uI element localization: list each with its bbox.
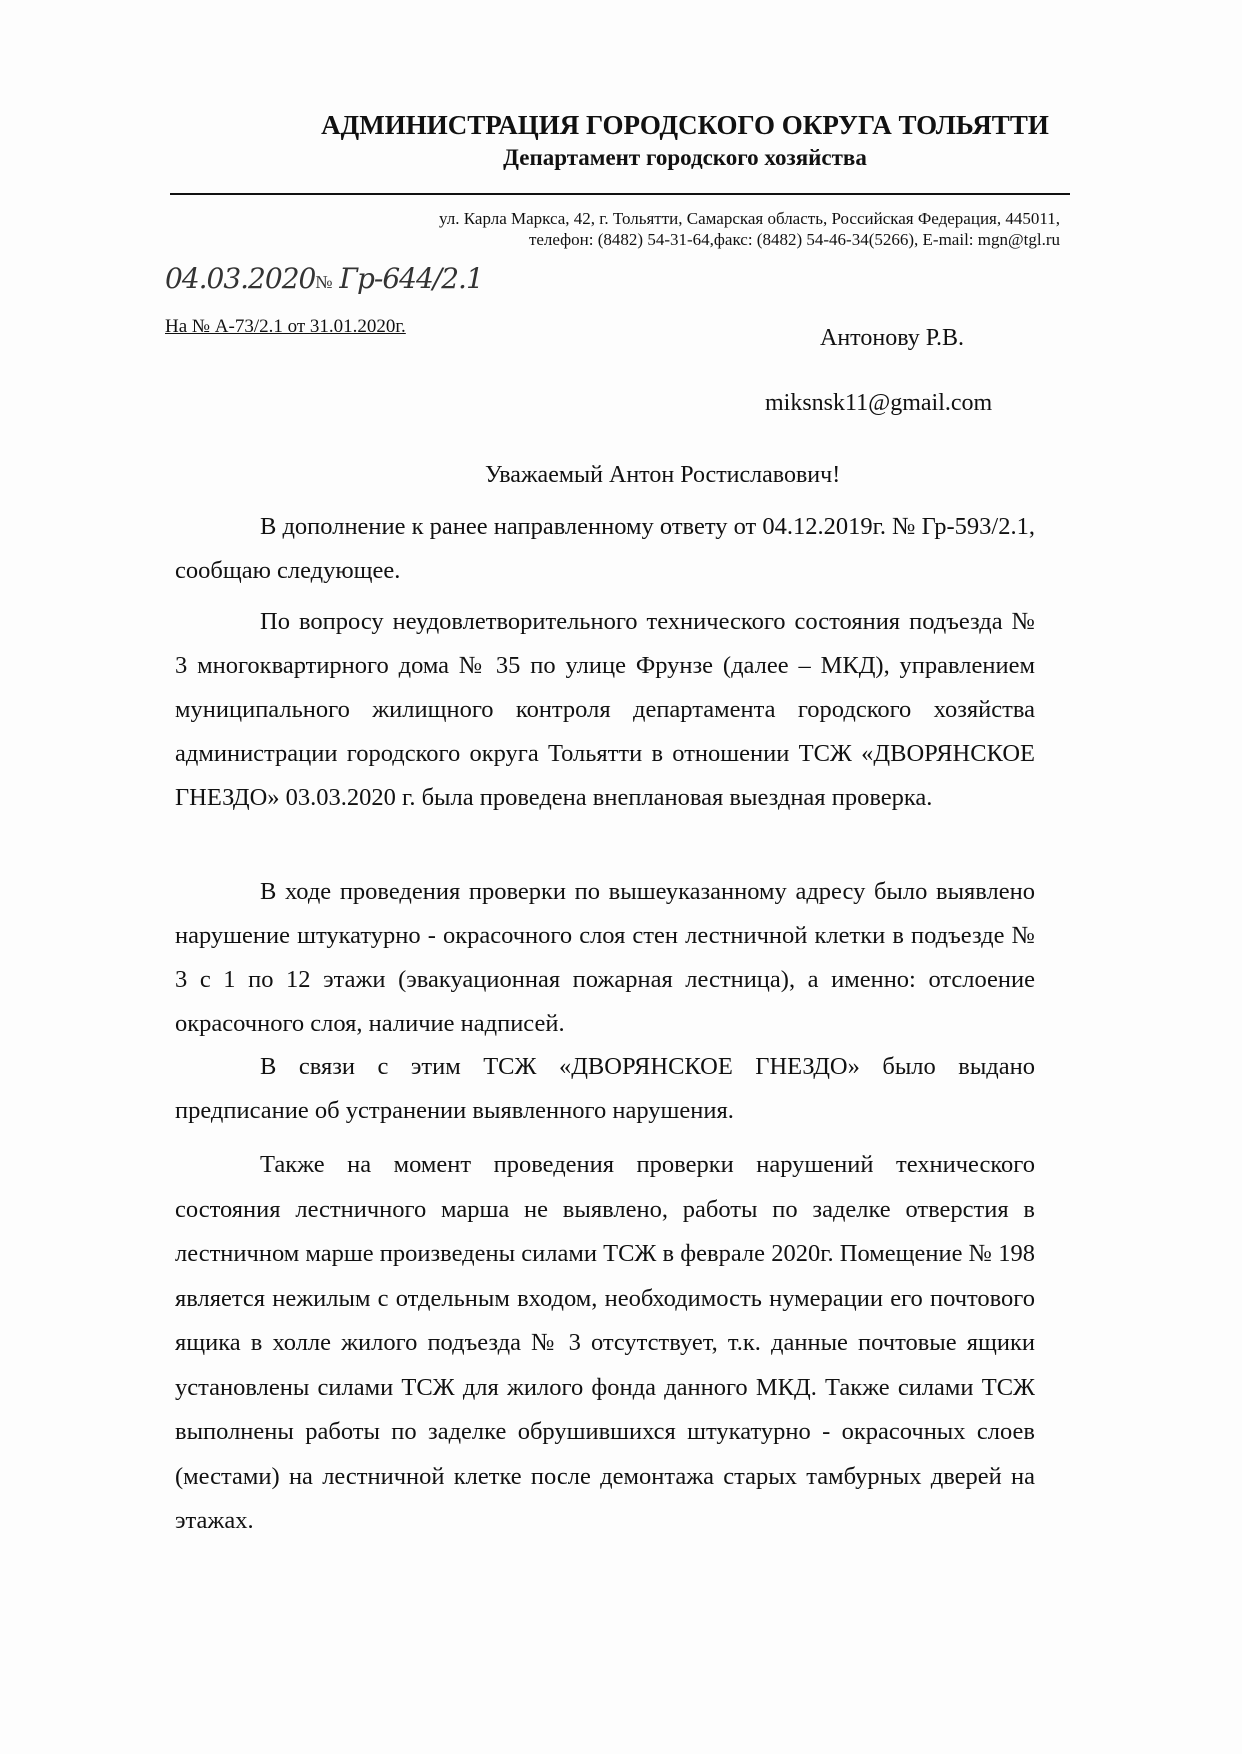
- department-name: Департамент городского хозяйства: [503, 145, 867, 170]
- address-line: ул. Карла Маркса, 42, г. Тольятти, Самарская область, Российская Федерация, 445011,: [439, 209, 1060, 228]
- contact-line: телефон: (8482) 54-31-64,факс: (8482) 54-46-34(5266), E-mail: mgn@tgl.ru: [528, 230, 1060, 249]
- outgoing-date: 04.03.2020: [165, 262, 316, 295]
- recipient-email: miksnsk11@gmail.com: [765, 390, 993, 416]
- outgoing-number: [165, 262, 483, 295]
- reference-number: На № А-73/2.1 от 31.01.2020г.: [165, 316, 406, 337]
- paragraph: В ходе проведения проверки по вышеуказанному адресу было выявлено нарушение штукатурно - окрасочного слоя стен лестничной клетки в подъезде № 3 с 1 по 12 этажи (эвакуационная пожарная лестница), а именно: отслоение окрасочного слоя, наличие надписей.: [175, 878, 1035, 1037]
- number-label: №: [315, 272, 332, 292]
- paragraph: По вопросу неудовлетворительного технического состояния подъезда № 3 многоквартирного дома № 35 по улице Фрунзе (далее – МКД), управлением муниципального жилищного контроля департамента городского хозяйства администрации городского округа Тольятти в отношении ТСЖ «ДВОРЯНСКОЕ ГНЕЗДО» 03.03.2020 г. была проведена внеплановая выездная проверка.: [175, 608, 1035, 811]
- paragraph: Также на момент проведения проверки нарушений технического состояния лестничного марша не выявлено, работы по заделке отверстия в лестничном марше произведены силами ТСЖ в феврале 2020г. Помещение № 198 является нежилым с отдельным входом, необходимость нумерации его почтового ящика в холле жилого подъезда № 3 отсутствует, т.к. данные почтовые ящики установлены силами ТСЖ для жилого фонда данного МКД. Также силами ТСЖ выполнены работы по заделке обрушившихся штукатурно - окрасочных слоев (местами) на лестничной клетке после демонтажа старых тамбурных дверей на этажах.: [175, 1151, 1035, 1534]
- paragraph: В связи с этим ТСЖ «ДВОРЯНСКОЕ ГНЕЗДО» было выдано предписание об устранении выявленного нарушения.: [175, 1053, 1035, 1124]
- greeting: Уважаемый Антон Ростиславович!: [485, 462, 841, 488]
- outgoing-reg-number: Гр-644/2.1: [339, 262, 483, 295]
- recipient-name: Антонову Р.В.: [820, 325, 965, 351]
- contact-block: [170, 208, 1070, 250]
- organization-name: АДМИНИСТРАЦИЯ ГОРОДСКОГО ОКРУГА ТОЛЬЯТТИ: [321, 110, 1049, 140]
- paragraph: В дополнение к ранее направленному ответу от 04.12.2019г. № Гр-593/2.1, сообщаю следующее.: [175, 513, 1035, 584]
- header-divider: [170, 193, 1070, 195]
